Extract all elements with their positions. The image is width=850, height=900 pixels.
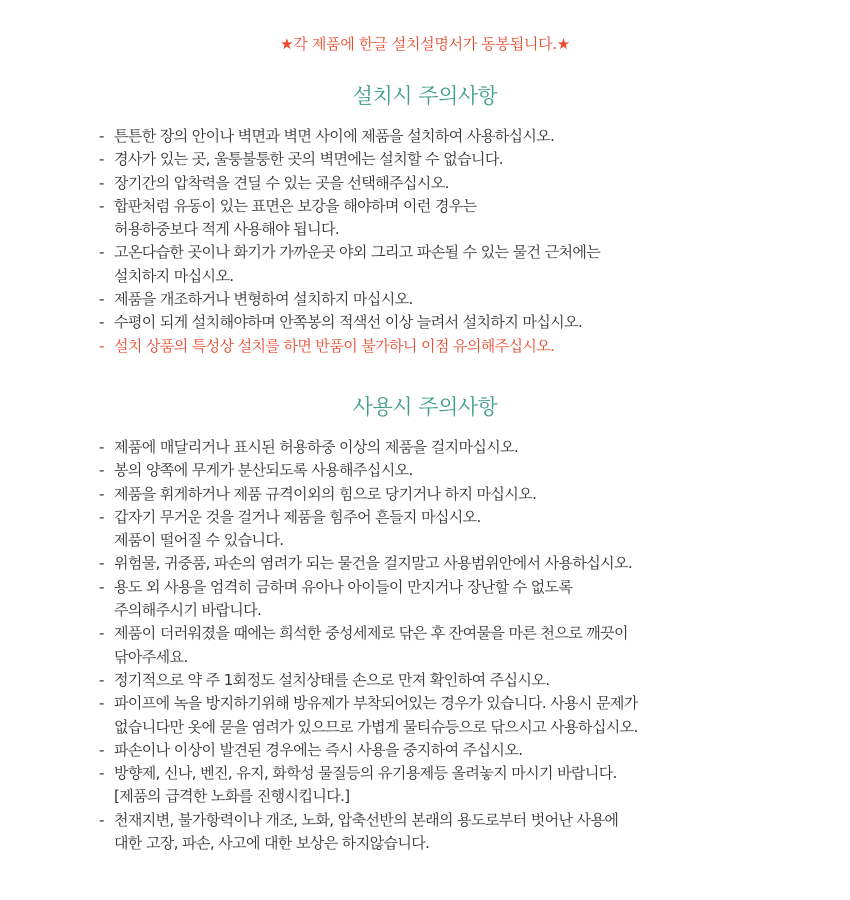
- list-item-line: 설치하지 마십시오.: [114, 266, 234, 285]
- list-item-line: - 제품을 휘게하거나 제품 규격이외의 힘으로 당기거나 하지 마십시오.: [114, 484, 537, 503]
- list-item: [99, 483, 638, 506]
- list-item: [99, 576, 638, 623]
- list-item-line: - 방향제, 신나, 벤진, 유지, 화학성 물질등의 유기용제등 올려놓지 마시기 바랍니다.: [114, 764, 617, 783]
- list-item-line: 주의해주시기 바랍니다.: [114, 601, 262, 620]
- list-item-line: - 튼튼한 장의 안이나 벽면과 벽면 사이에 제품을 설치하여 사용하십시오.: [114, 127, 555, 145]
- list-item: [99, 622, 638, 669]
- list-item-line: [제품의 급격한 노화를 진행시킵니다.]: [114, 787, 350, 806]
- list-item-line: - 파손이나 이상이 발견된 경우에는 즉시 사용을 중지하여 주십시오.: [114, 740, 523, 759]
- list-item-line: 닦아주세요.: [114, 647, 188, 666]
- list-item: [99, 506, 638, 553]
- list-item: [99, 762, 638, 809]
- list-item: [99, 148, 600, 171]
- list-item: [99, 311, 600, 334]
- list-item-line: - 제품에 매달리거나 표시된 허용하중 이상의 제품을 걸지마십시오.: [114, 438, 519, 456]
- list-item: [99, 172, 600, 195]
- list-item-line: 대한 고장, 파손, 사고에 대한 보상은 하지않습니다.: [114, 834, 430, 853]
- list-item-line: - 제품이 더러워졌을 때에는 희석한 중성세제로 닦은 후 잔여물을 마른 천으로 깨끗이: [114, 624, 628, 643]
- list-item-line: - 경사가 있는 곳, 울퉁불퉁한 곳의 벽면에는 설치할 수 없습니다.: [114, 150, 503, 169]
- list-item-line: - 갑자기 무거운 것을 걸거나 제품을 힘주어 흔들지 마십시오.: [114, 507, 481, 526]
- list-item-line: - 고온다습한 곳이나 화기가 가까운곳 야외 그리고 파손될 수 있는 물건 근처에는: [114, 243, 601, 262]
- list-item-line: 제품이 떨어질 수 있습니다.: [114, 531, 284, 550]
- usage-precautions-title: 사용시 주의사항: [352, 395, 498, 419]
- list-item-line: - 파이프에 녹을 방지하기위해 방유제가 부착되어있는 경우가 있습니다. 사용시 문제가: [114, 694, 638, 713]
- install-precautions-list: [99, 125, 600, 358]
- list-item-line: - 수평이 되게 설치해야하며 안쪽봉의 적색선 이상 늘려서 설치하지 마십시오.: [114, 313, 583, 332]
- list-item-line: - 설치 상품의 특성상 설치를 하면 반품이 불가하니 이점 유의해주십시오.: [114, 336, 555, 355]
- usage-precautions-list: [99, 436, 638, 855]
- list-item: [99, 241, 600, 288]
- list-item: [99, 288, 600, 311]
- list-item: [99, 809, 638, 856]
- list-item-line: - 합판처럼 유동이 있는 표면은 보강을 해야하며 이런 경우는: [114, 196, 477, 215]
- list-item-line: 없습니다만 옷에 묻을 염려가 있으므로 가볍게 물티슈등으로 닦으시고 사용하십시오.: [114, 717, 638, 736]
- list-item-line: - 제품을 개조하거나 변형하여 설치하지 마십시오.: [114, 290, 413, 309]
- list-item-line: - 용도 외 사용을 엄격히 금하며 유아나 아이들이 만지거나 장난할 수 없도록: [114, 577, 573, 596]
- list-item-line: - 천재지변, 불가항력이나 개조, 노화, 압축선반의 본래의 용도로부터 벗어난 사용에: [114, 810, 619, 829]
- list-item-line: 허용하중보다 적게 사용해야 됩니다.: [114, 220, 340, 239]
- list-item: [99, 459, 638, 482]
- list-item: [99, 692, 638, 739]
- list-item-line: - 장기간의 압착력을 견딜 수 있는 곳을 선택해주십시오.: [114, 173, 449, 192]
- list-item-line: - 정기적으로 약 주 1회정도 설치상태를 손으로 만져 확인하여 주십시오.: [114, 670, 550, 689]
- list-item: [99, 125, 600, 148]
- list-item: [99, 436, 638, 459]
- list-item: [99, 335, 600, 358]
- list-item: [99, 195, 600, 242]
- list-item: [99, 739, 638, 762]
- list-item: [99, 669, 638, 692]
- list-item: [99, 552, 638, 575]
- list-item-line: - 위험물, 귀중품, 파손의 염려가 되는 물건을 걸지말고 사용범위안에서 사용하십시오.: [114, 554, 633, 573]
- install-precautions-title: 설치시 주의사항: [352, 84, 498, 108]
- manual-included-notice: ★각 제품에 한글 설치설명서가 동봉됩니다.★: [280, 35, 570, 53]
- list-item-line: - 봉의 양쪽에 무게가 분산되도록 사용해주십시오.: [114, 461, 413, 480]
